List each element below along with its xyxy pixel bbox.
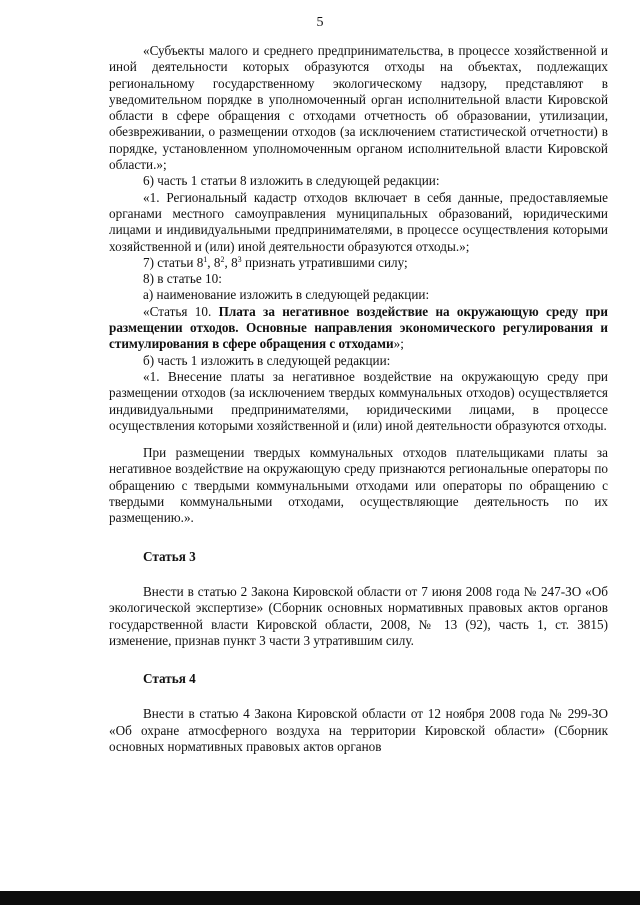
paragraph-smb-reporting: «Субъекты малого и среднего предпринимательства, в процессе хозяйственной и иной деятельности которых образуются отходы на объектах, подлежащих региональному государственному экологическому надзору, представляют в уведомительном порядке в уполномоченный орган исполнительной власти Кировской области в сфере обращения с отходами отчетность об образовании, утилизации, обезвреживании, о размещении отходов (за исключением статистической отчетности) в порядке, установленном уполномоченным органом исполнительной власти Кировской области.»; — [109, 43, 608, 173]
article-10-suffix: »; — [393, 336, 404, 352]
paragraph-solid-waste: При размещении твердых коммунальных отходов плательщиками платы за негативное воздействие на окружающую среду признаются региональные операторы по обращению с твердыми коммунальными отходами или операторы по обращению с твердыми коммунальными отходами, осуществляющие деятельность по их размещению.». — [109, 445, 608, 526]
item-7-text-d: признать утратившими силу; — [241, 254, 408, 270]
superscript-3: 3 — [237, 254, 242, 264]
article-10-prefix: «Статья 10. — [143, 303, 219, 319]
item-7-text-c: , 8 — [224, 254, 238, 270]
superscript-1: 1 — [203, 254, 208, 264]
page-number: 5 — [316, 15, 324, 30]
paragraph-subitem-a: а) наименование изложить в следующей редакции: — [143, 287, 430, 303]
document-body — [109, 43, 608, 755]
item-7-text-a: 7) статьи 8 — [143, 254, 204, 270]
paragraph-article-3-body: Внести в статью 2 Закона Кировской области от 7 июня 2008 года № 247-ЗО «Об экологической экспертизе» (Сборник основных нормативных правовых актов органов государственной власти Кировской области, 2008, № 13 (92), часть 1, ст. 3815) изменение, признав пункт 3 части 3 утратившим силу. — [109, 583, 608, 648]
heading-article-4: Статья 4 — [143, 671, 196, 687]
paragraph-item-6: 6) часть 1 статьи 8 изложить в следующей редакции: — [143, 173, 440, 189]
paragraph-item-8: 8) в статье 10: — [143, 271, 222, 287]
paragraph-subitem-b: б) часть 1 изложить в следующей редакции: — [143, 352, 391, 368]
scan-bottom-edge — [0, 891, 640, 905]
article-10-bold-title: Плата за негативное воздействие на окружающую среду при размещении отходов. Основные направления экономического регулирования и стимулирования в сфере обращения с отходами — [109, 303, 608, 352]
paragraph-regional-cadastre: «1. Региональный кадастр отходов включает в себя данные, предоставляемые органами местного самоуправления муниципальных образований, юридическими лицами и индивидуальными предпринимателями, в процессе осуществления которыми хозяйственной и (или) иной деятельности образуются отходы.»; — [109, 189, 608, 254]
paragraph-article-10-title — [109, 304, 608, 353]
heading-article-3: Статья 3 — [143, 548, 196, 564]
item-7-text-b: , 8 — [207, 254, 221, 270]
superscript-2: 2 — [220, 254, 225, 264]
paragraph-article-4-body: Внести в статью 4 Закона Кировской области от 12 ноября 2008 года № 299-ЗО «Об охране атмосферного воздуха на территории Кировской области» (Сборник основных нормативных правовых актов органов — [109, 706, 608, 754]
paragraph-fee-payment: «1. Внесение платы за негативное воздействие на окружающую среду при размещении отходов (за исключением твердых коммунальных отходов) осуществляется индивидуальными предпринимателями, юридическими лицами, в процессе осуществления которыми хозяйственной и (или) иной деятельности образуются отходы. — [109, 368, 608, 433]
paragraph-item-7 — [109, 255, 608, 271]
